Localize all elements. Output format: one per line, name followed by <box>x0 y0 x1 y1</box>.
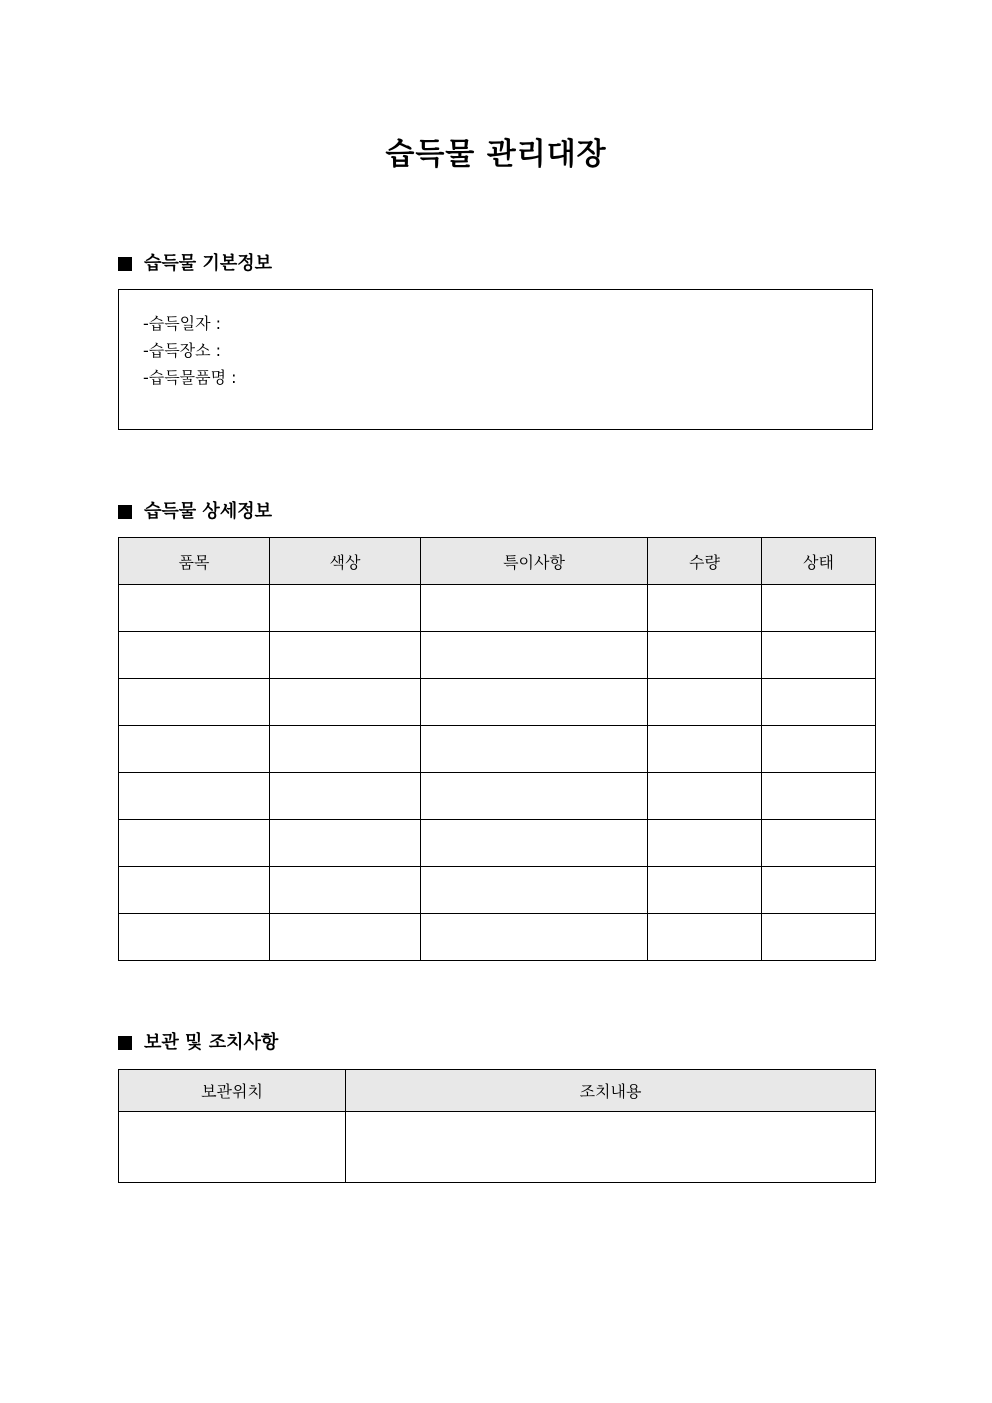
color-cell[interactable] <box>270 726 421 773</box>
item-cell[interactable] <box>119 585 270 632</box>
basic-info-box <box>118 289 873 430</box>
section-heading-detail-info <box>118 499 272 525</box>
condition-cell[interactable] <box>762 867 876 914</box>
storage-location-cell[interactable] <box>119 1112 346 1183</box>
remarks-cell[interactable] <box>421 914 648 961</box>
quantity-cell[interactable] <box>648 914 762 961</box>
action-taken-cell[interactable] <box>346 1112 876 1183</box>
condition-cell[interactable] <box>762 585 876 632</box>
quantity-cell[interactable] <box>648 773 762 820</box>
page-title: 습득물 관리대장 <box>385 137 607 172</box>
square-bullet-icon <box>118 257 132 271</box>
square-bullet-icon <box>118 505 132 519</box>
column-header-action-taken: 조치내용 <box>346 1070 876 1112</box>
table-row <box>119 679 876 726</box>
table-row <box>119 726 876 773</box>
square-bullet-icon <box>118 1036 132 1050</box>
column-header-item: 품목 <box>119 538 270 585</box>
table-row <box>119 1112 876 1183</box>
quantity-cell[interactable] <box>648 867 762 914</box>
table-row <box>119 867 876 914</box>
table-row <box>119 820 876 867</box>
column-header-quantity: 수량 <box>648 538 762 585</box>
color-cell[interactable] <box>270 585 421 632</box>
color-cell[interactable] <box>270 820 421 867</box>
item-cell[interactable] <box>119 914 270 961</box>
remarks-cell[interactable] <box>421 820 648 867</box>
column-header-condition: 상태 <box>762 538 876 585</box>
section-heading-storage <box>118 1030 278 1056</box>
field-acquisition-date: -습득일자 : <box>143 314 222 333</box>
quantity-cell[interactable] <box>648 679 762 726</box>
quantity-cell[interactable] <box>648 585 762 632</box>
condition-cell[interactable] <box>762 914 876 961</box>
section-heading-label: 습득물 상세정보 <box>144 501 272 522</box>
column-header-storage-location: 보관위치 <box>119 1070 346 1112</box>
field-item-name: -습득물품명 : <box>143 368 237 387</box>
remarks-cell[interactable] <box>421 726 648 773</box>
quantity-cell[interactable] <box>648 726 762 773</box>
table-header-row <box>119 1070 876 1112</box>
color-cell[interactable] <box>270 914 421 961</box>
storage-table <box>118 1069 876 1183</box>
remarks-cell[interactable] <box>421 773 648 820</box>
condition-cell[interactable] <box>762 820 876 867</box>
item-cell[interactable] <box>119 820 270 867</box>
color-cell[interactable] <box>270 679 421 726</box>
table-row <box>119 585 876 632</box>
color-cell[interactable] <box>270 632 421 679</box>
quantity-cell[interactable] <box>648 632 762 679</box>
table-row <box>119 914 876 961</box>
detail-info-table <box>118 537 876 961</box>
table-row <box>119 773 876 820</box>
color-cell[interactable] <box>270 867 421 914</box>
condition-cell[interactable] <box>762 726 876 773</box>
item-cell[interactable] <box>119 773 270 820</box>
column-header-remarks: 특이사항 <box>421 538 648 585</box>
remarks-cell[interactable] <box>421 679 648 726</box>
remarks-cell[interactable] <box>421 632 648 679</box>
condition-cell[interactable] <box>762 773 876 820</box>
item-cell[interactable] <box>119 632 270 679</box>
section-heading-label: 보관 및 조치사항 <box>144 1032 279 1053</box>
remarks-cell[interactable] <box>421 585 648 632</box>
item-cell[interactable] <box>119 679 270 726</box>
table-row <box>119 632 876 679</box>
column-header-color: 색상 <box>270 538 421 585</box>
condition-cell[interactable] <box>762 632 876 679</box>
remarks-cell[interactable] <box>421 867 648 914</box>
color-cell[interactable] <box>270 773 421 820</box>
quantity-cell[interactable] <box>648 820 762 867</box>
item-cell[interactable] <box>119 726 270 773</box>
section-heading-basic-info <box>118 251 272 277</box>
condition-cell[interactable] <box>762 679 876 726</box>
section-heading-label: 습득물 기본정보 <box>144 253 272 274</box>
table-header-row <box>119 538 876 585</box>
item-cell[interactable] <box>119 867 270 914</box>
field-acquisition-place: -습득장소 : <box>143 341 222 360</box>
